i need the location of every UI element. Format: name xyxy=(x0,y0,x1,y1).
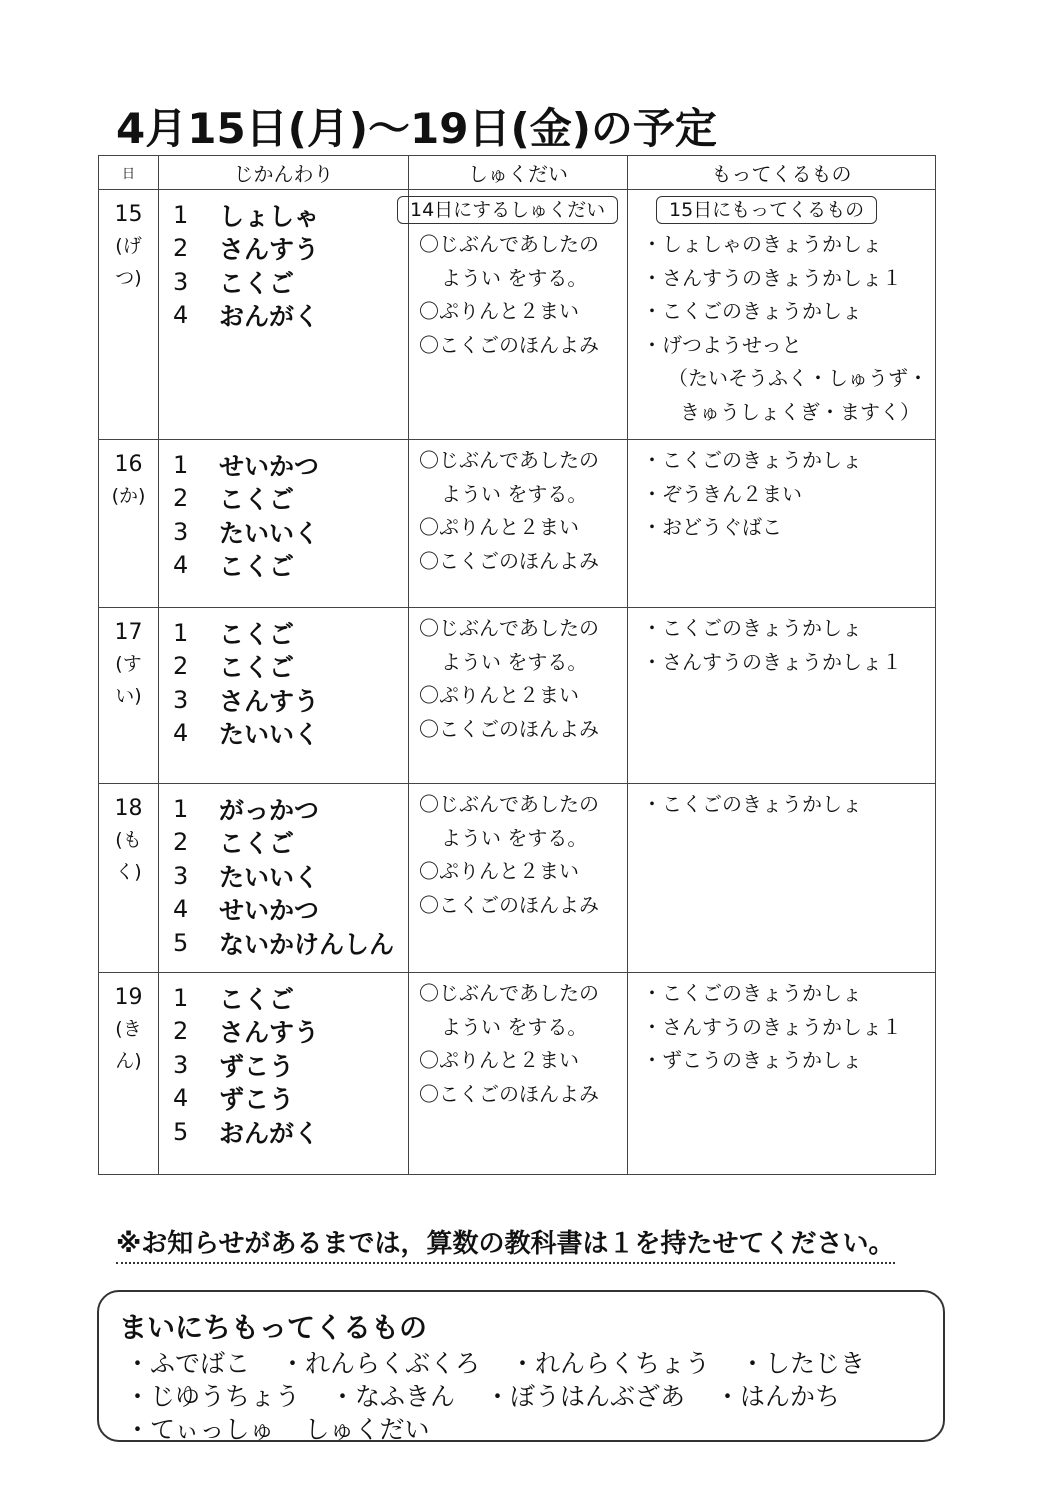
period-subject: がっかつ xyxy=(219,795,320,825)
item-line: ・こくごのきょうかしょ xyxy=(642,448,862,472)
item-line: ・こくごのきょうかしょ xyxy=(642,616,862,640)
day-number: 17 xyxy=(114,620,143,645)
period-subject: こくご xyxy=(219,619,295,649)
item-line: ・さんすうのきょうかしょ１ xyxy=(642,265,902,290)
period-line xyxy=(173,981,408,1015)
period-number: 1 xyxy=(173,200,189,229)
item-line: ・しょしゃのきょうかしょ xyxy=(642,232,882,256)
header-homework: しゅくだい xyxy=(409,156,628,190)
period-subject: たいいく xyxy=(219,720,320,750)
period-subject: たいいく xyxy=(219,518,320,548)
period-number: 2 xyxy=(173,1017,189,1046)
period-subject: しょしゃ xyxy=(219,201,320,231)
period-number: 4 xyxy=(173,895,189,924)
period-number: 5 xyxy=(173,928,189,957)
homework-cell xyxy=(409,440,628,608)
period-number: 3 xyxy=(173,517,189,546)
item-line: （たいそうふく・しゅうず・ xyxy=(668,366,928,390)
daily-item: ・じゆうちょう xyxy=(125,1382,301,1411)
period-number: 1 xyxy=(173,794,189,823)
period-line xyxy=(173,232,408,266)
period-number: 2 xyxy=(173,484,189,513)
period-number: 4 xyxy=(173,301,189,330)
period-subject: せいかつ xyxy=(219,451,320,481)
period-line xyxy=(173,1048,408,1082)
schedule-table xyxy=(98,155,936,1175)
period-number: 4 xyxy=(173,719,189,748)
periods-cell xyxy=(159,440,409,608)
period-number: 2 xyxy=(173,828,189,857)
item-line: ・こくごのきょうかしょ xyxy=(642,792,862,816)
day-cell xyxy=(99,973,159,1175)
daily-items-box xyxy=(97,1290,945,1442)
period-line xyxy=(173,1082,408,1116)
item-line: ・ぞうきん２まい xyxy=(642,481,802,506)
header-periods: じかんわり xyxy=(159,156,409,190)
period-subject: たいいく xyxy=(219,862,320,892)
day-reading: (か) xyxy=(111,485,146,507)
period-line xyxy=(173,515,408,549)
period-line xyxy=(173,792,408,826)
table-row xyxy=(99,973,936,1175)
items-cell xyxy=(628,784,936,973)
periods-cell xyxy=(159,190,409,440)
period-subject: さんすう xyxy=(219,686,320,716)
homework-line: 〇こくごのほんよみ xyxy=(419,332,599,357)
homework-line: 〇ぷりんと２まい xyxy=(419,1048,579,1072)
period-line xyxy=(173,826,408,860)
period-number: 3 xyxy=(173,1050,189,1079)
items-cell xyxy=(628,608,936,784)
daily-item: ・れんらくちょう xyxy=(510,1349,711,1378)
period-line xyxy=(173,683,408,717)
daily-item: ・なふきん xyxy=(330,1382,456,1411)
item-line: ・さんすうのきょうかしょ１ xyxy=(642,1014,902,1039)
period-subject: こくご xyxy=(219,552,295,582)
period-subject: こくご xyxy=(219,485,295,515)
period-line xyxy=(173,549,408,583)
period-subject: ないかけんしん xyxy=(219,929,395,959)
period-subject: ずこう xyxy=(219,1051,295,1081)
homework-line: 〇じぶんであしたの xyxy=(419,616,599,640)
homework-line: 〇ぷりんと２まい xyxy=(419,859,579,883)
item-line: きゅうしょくぎ・ますく） xyxy=(680,399,920,424)
period-line xyxy=(173,299,408,333)
homework-line: ようい をする。 xyxy=(441,265,588,290)
period-subject: こくご xyxy=(219,653,295,683)
day-reading: (きん) xyxy=(115,1018,142,1072)
homework-cell xyxy=(409,973,628,1175)
period-line xyxy=(173,859,408,893)
homework-line: ようい をする。 xyxy=(441,1014,588,1039)
day-number: 16 xyxy=(114,452,143,477)
homework-cell xyxy=(409,784,628,973)
period-line xyxy=(173,448,408,482)
period-subject: せいかつ xyxy=(219,896,320,926)
daily-items-row-3 xyxy=(125,1410,460,1446)
period-number: 1 xyxy=(173,618,189,647)
period-line xyxy=(173,893,408,927)
homework-line: ようい をする。 xyxy=(441,481,588,506)
item-line: ・ずこうのきょうかしょ xyxy=(642,1048,862,1072)
day-cell xyxy=(99,440,159,608)
period-line xyxy=(173,650,408,684)
period-number: 2 xyxy=(173,234,189,263)
daily-item: ・てぃっしゅ xyxy=(125,1415,275,1444)
item-line: ・さんすうのきょうかしょ１ xyxy=(642,649,902,674)
item-line: ・こくごのきょうかしょ xyxy=(642,299,862,323)
item-line: ・おどうぐばこ xyxy=(642,515,782,539)
header-day: 日 xyxy=(99,156,159,190)
daily-items-row-1 xyxy=(125,1344,895,1380)
day-reading: (げつ) xyxy=(115,235,142,289)
homework-line: 〇ぷりんと２まい xyxy=(419,515,579,539)
period-number: 2 xyxy=(173,652,189,681)
homework-line: 〇こくごのほんよみ xyxy=(419,548,599,573)
period-subject: こくご xyxy=(219,984,295,1014)
homework-line: ようい をする。 xyxy=(441,649,588,674)
items-cell xyxy=(628,190,936,440)
homework-line: 〇じぶんであしたの xyxy=(419,232,599,256)
items-cell xyxy=(628,973,936,1175)
period-line xyxy=(173,616,408,650)
table-row xyxy=(99,608,936,784)
period-subject: おんがく xyxy=(219,302,320,332)
homework-line: 〇こくごのほんよみ xyxy=(419,1081,599,1106)
day-number: 15 xyxy=(114,202,143,227)
items-cell xyxy=(628,440,936,608)
period-subject: こくご xyxy=(219,268,295,298)
homework-line: 〇こくごのほんよみ xyxy=(419,892,599,917)
day-cell xyxy=(99,608,159,784)
period-number: 3 xyxy=(173,861,189,890)
homework-line: 〇じぶんであしたの xyxy=(419,448,599,472)
period-subject: さんすう xyxy=(219,1018,320,1048)
period-subject: ずこう xyxy=(219,1085,295,1115)
daily-item: ・はんかち xyxy=(715,1382,841,1411)
table-row xyxy=(99,784,936,973)
day-number: 18 xyxy=(114,796,143,821)
day-number: 19 xyxy=(114,985,143,1010)
table-header-row xyxy=(99,156,936,190)
page-title: 4月15日(月)～19日(金)の予定 xyxy=(116,104,717,153)
homework-note-badge: 14日にするしゅくだい xyxy=(397,196,618,224)
homework-line: 〇じぶんであしたの xyxy=(419,981,599,1005)
homework-cell xyxy=(409,608,628,784)
period-subject: さんすう xyxy=(219,235,320,265)
daily-item: ・れんらくぶくろ xyxy=(280,1349,481,1378)
daily-item: ・ぼうはんぶざあ xyxy=(485,1382,686,1411)
periods-cell xyxy=(159,973,409,1175)
period-line xyxy=(173,482,408,516)
period-subject: こくご xyxy=(219,829,295,859)
homework-line: 〇こくごのほんよみ xyxy=(419,716,599,741)
day-cell xyxy=(99,190,159,440)
table-row xyxy=(99,190,936,440)
period-line xyxy=(173,1015,408,1049)
daily-items-row-2 xyxy=(125,1377,870,1413)
period-number: 1 xyxy=(173,983,189,1012)
periods-cell xyxy=(159,608,409,784)
day-reading: (もく) xyxy=(115,829,142,883)
day-reading: (すい) xyxy=(115,653,142,707)
homework-line: 〇ぷりんと２まい xyxy=(419,299,579,323)
period-subject: おんがく xyxy=(219,1118,320,1148)
notice-text: ※お知らせがあるまでは，算数の教科書は１を持たせてください。 xyxy=(116,1223,895,1264)
daily-item: しゅくだい xyxy=(304,1415,430,1444)
homework-line: 〇じぶんであしたの xyxy=(419,792,599,816)
period-line xyxy=(173,265,408,299)
daily-item: ・したじき xyxy=(740,1349,866,1378)
period-number: 4 xyxy=(173,551,189,580)
item-line: ・こくごのきょうかしょ xyxy=(642,981,862,1005)
daily-items-title: まいにちもってくるもの xyxy=(119,1311,428,1344)
items-note-badge: 15日にもってくるもの xyxy=(656,196,877,224)
period-line xyxy=(173,1115,408,1149)
period-number: 4 xyxy=(173,1084,189,1113)
period-number: 1 xyxy=(173,450,189,479)
table-row xyxy=(99,440,936,608)
header-items: もってくるもの xyxy=(628,156,936,190)
period-number: 5 xyxy=(173,1117,189,1146)
period-line xyxy=(173,198,408,232)
period-line xyxy=(173,926,408,960)
homework-line: 〇ぷりんと２まい xyxy=(419,683,579,707)
period-line xyxy=(173,717,408,751)
period-number: 3 xyxy=(173,267,189,296)
period-number: 3 xyxy=(173,685,189,714)
item-line: ・げつようせっと xyxy=(642,332,802,357)
homework-line: ようい をする。 xyxy=(441,825,588,850)
day-cell xyxy=(99,784,159,973)
homework-cell xyxy=(409,190,628,440)
periods-cell xyxy=(159,784,409,973)
daily-item: ・ふでばこ xyxy=(125,1349,251,1378)
